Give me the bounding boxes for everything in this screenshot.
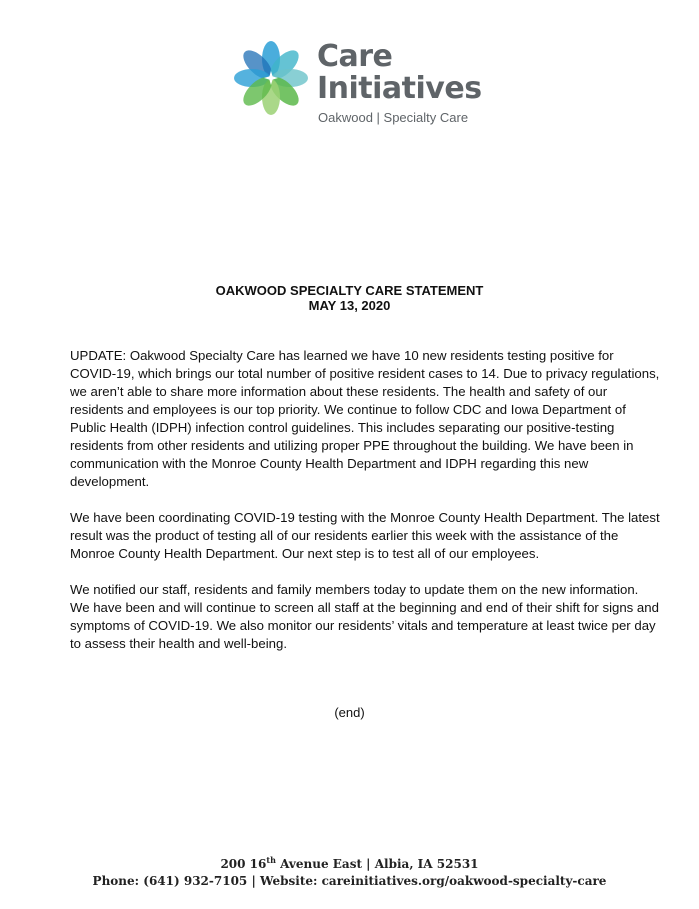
care-initiatives-flower-icon [233, 40, 309, 116]
brand-subtitle: Oakwood | Specialty Care [318, 110, 469, 125]
statement-header [0, 283, 699, 313]
paragraph-update: UPDATE: Oakwood Specialty Care has learned we have 10 new residents testing positive for COVID-19, which brings our total number of positive resident cases to 14. Due to privacy regulations, we aren’t able to share more information about these residents. The health and safety of our residents and employees is our top priority. We continue to follow CDC and Iowa Department of Public Health (IDPH) infection control guidelines. This includes separating our positive-testing residents from other residents and utilizing proper PPE throughout the building. We have been in communication with the Monroe County Health Department and IDPH regarding this new development. [70, 348, 660, 489]
statement-title: OAKWOOD SPECIALTY CARE STATEMENT [215, 283, 484, 298]
brand-name-line1: Care [317, 39, 393, 74]
logo [233, 40, 493, 130]
paragraph-testing: We have been coordinating COVID-19 testing with the Monroe County Health Department. The latest result was the product of testing all of our residents earlier this week with the assistance of the Monroe County Health Department. Our next step is to test all of our employees. [70, 510, 660, 561]
brand-name-line2: Initiatives [317, 71, 482, 106]
statement-date: MAY 13, 2020 [308, 298, 391, 313]
footer-address [0, 856, 699, 873]
address-rest: Avenue East | Albia, IA 52531 [275, 857, 479, 871]
footer [0, 856, 699, 890]
footer-contact: Phone: (641) 932-7105 | Website: careinitiatives.org/oakwood-specialty-care [92, 874, 607, 888]
address-suffix: th [266, 855, 276, 865]
statement-body [70, 347, 660, 671]
end-mark: (end) [334, 705, 365, 720]
address-number: 200 16 [220, 857, 267, 871]
paragraph-notification: We notified our staff, residents and family members today to update them on the new information. We have been and will continue to screen all staff at the beginning and end of their shift for signs and symptoms of COVID-19. We also monitor our residents’ vitals and temperature at least twice per day to assess their health and well-being. [70, 582, 659, 651]
